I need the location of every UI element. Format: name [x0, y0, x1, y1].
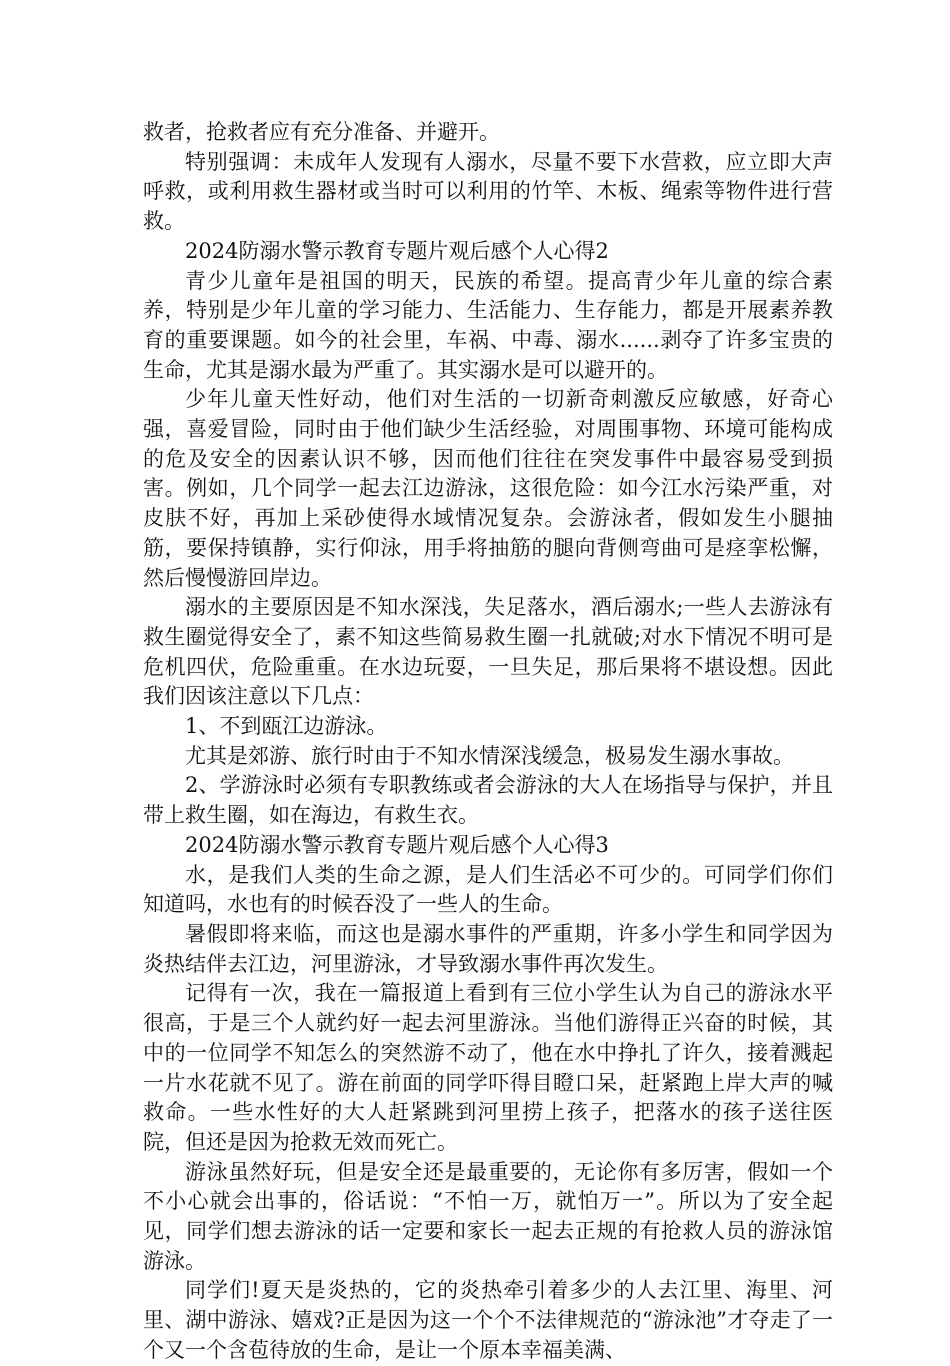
paragraph: 特别强调：未成年人发现有人溺水，尽量不要下水营救，应立即大声呼救，或利用救生器材或当时可以利用的竹竿、木板、绳索等物件进行营救。 [143, 149, 833, 234]
paragraph: 同学们!夏天是炎热的，它的炎热牵引着多少的人去江里、海里、河里、湖中游泳、嬉戏?正是因为这一个个不法律规范的“游泳池”才夺走了一个又一个含苞待放的生命，是让一个原本幸福美满、 [143, 1278, 833, 1362]
paragraph: 游泳虽然好玩，但是安全还是最重要的，无论你有多厉害，假如一个不小心就会出事的，俗话说：“不怕一万，就怕万一”。所以为了安全起见，同学们想去游泳的话一定要和家长一起去正规的有抢救人员的游泳馆游泳。 [143, 1159, 833, 1273]
paragraph: 溺水的主要原因是不知水深浅，失足落水，酒后溺水;一些人去游泳有救生圈觉得安全了，素不知这些简易救生圈一扎就破;对水下情况不明可是危机四伏，危险重重。在水边玩耍，一旦失足，那后果将不堪设想。因此我们因该注意以下几点： [143, 595, 833, 709]
list-item: 1、不到瓯江边游泳。 [185, 714, 388, 739]
paragraph: 记得有一次，我在一篇报道上看到有三位小学生认为自己的游泳水平很高，于是三个人就约好一起去河里游泳。当他们游得正兴奋的时候，其中的一位同学不知怎么的突然游不动了，他在水中挣扎了许久，接着溅起一片水花就不见了。游在前面的同学吓得目瞪口呆，赶紧跑上岸大声的喊救命。一些水性好的大人赶紧跳到河里捞上孩子，把落水的孩子送往医院，但还是因为抢救无效而死亡。 [143, 981, 833, 1154]
paragraph: 救者，抢救者应有充分准备、并避开。 [143, 120, 500, 144]
document-body [143, 118, 833, 1366]
list-item: 2、学游泳时必须有专职教练或者会游泳的大人在场指导与保护，并且带上救生圈，如在海边，有救生衣。 [143, 773, 833, 828]
section-heading: 2024防溺水警示教育专题片观后感个人心得3 [185, 832, 609, 857]
paragraph: 尤其是郊游、旅行时由于不知水情深浅缓急，极易发生溺水事故。 [185, 743, 794, 768]
paragraph: 青少儿童年是祖国的明天，民族的希望。提高青少年儿童的综合素养，特别是少年儿童的学习能力、生活能力、生存能力，都是开展素养教育的重要课题。如今的社会里，车祸、中毒、溺水......剥夺了许多宝贵的生命，尤其是溺水最为严重了。其实溺水是可以避开的。 [143, 268, 833, 382]
section-heading: 2024防溺水警示教育专题片观后感个人心得2 [185, 238, 609, 263]
paragraph: 少年儿童天性好动，他们对生活的一切新奇刺激反应敏感，好奇心强，喜爱冒险，同时由于他们缺少生活经验，对周围事物、环境可能构成的危及安全的因素认识不够，因而他们往往在突发事件中最容易受到损害。例如，几个同学一起去江边游泳，这很危险：如今江水污染严重，对皮肤不好，再加上采砂使得水域情况复杂。会游泳者，假如发生小腿抽筋，要保持镇静，实行仰泳，用手将抽筋的腿向背侧弯曲可是痉挛松懈，然后慢慢游回岸边。 [143, 387, 833, 590]
paragraph: 水，是我们人类的生命之源，是人们生活必不可少的。可同学们你们知道吗，水也有的时候吞没了一些人的生命。 [143, 862, 833, 917]
paragraph: 暑假即将来临，而这也是溺水事件的严重期，许多小学生和同学因为炎热结伴去江边，河里游泳，才导致溺水事件再次发生。 [143, 921, 833, 976]
